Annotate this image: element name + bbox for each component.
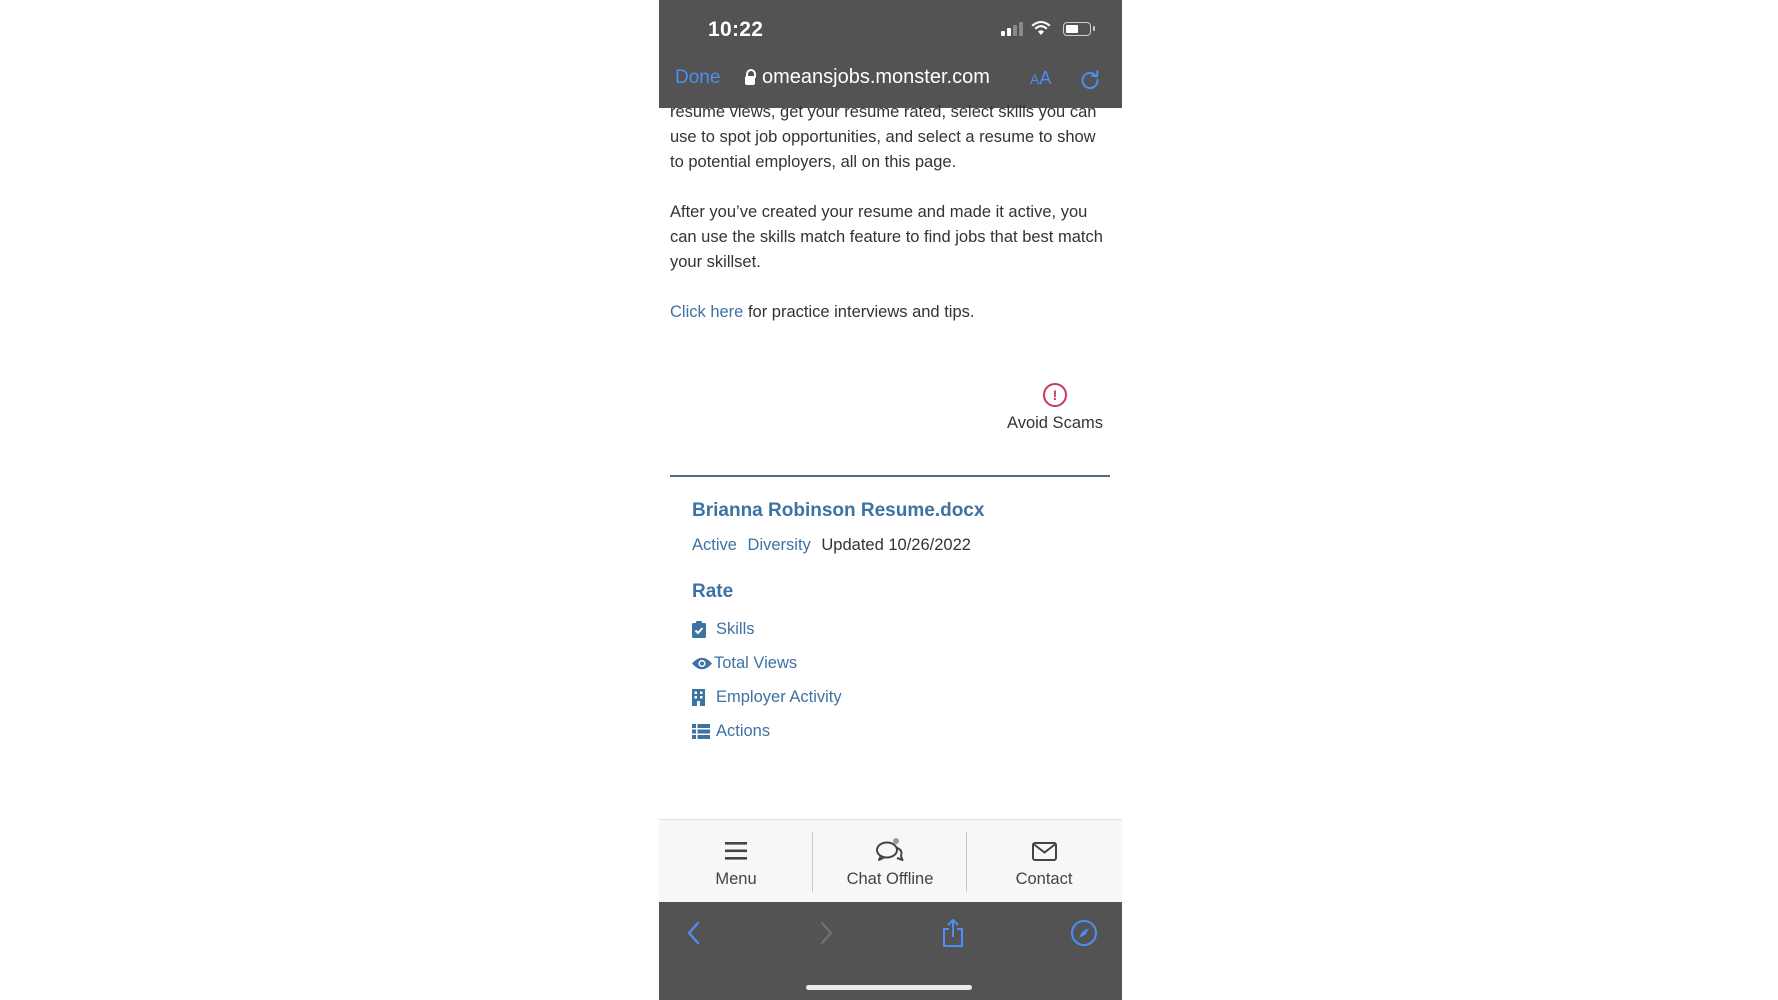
menu-icon: [659, 836, 813, 866]
contact-label: Contact: [1015, 870, 1073, 888]
building-icon: [692, 689, 716, 706]
menu-label: Menu: [715, 870, 757, 888]
done-button[interactable]: Done: [675, 67, 721, 88]
actions-label: Actions: [716, 721, 771, 740]
resume-meta: [692, 536, 1112, 555]
skills-paragraph: After you’ve created your resume and made it active, you can use the skills match feature to find jobs that best match your skillset.: [670, 203, 1103, 271]
skills-label: Skills: [716, 619, 755, 638]
eye-icon: [692, 657, 714, 670]
lock-icon: [745, 76, 755, 85]
text-size-big-label: A: [1039, 68, 1052, 88]
avoid-scams-button[interactable]: [1000, 383, 1110, 433]
address-field[interactable]: [745, 66, 990, 89]
resume-actions-list: [692, 612, 1112, 748]
resume-category[interactable]: Diversity: [747, 536, 811, 554]
clipboard-check-icon: [692, 621, 716, 638]
actions-item[interactable]: [692, 714, 1112, 748]
list-icon: [692, 724, 716, 739]
skills-item[interactable]: [692, 612, 1112, 646]
envelope-icon: [967, 836, 1121, 866]
wifi-icon: [1031, 21, 1051, 36]
page-content: [670, 100, 1110, 740]
intro-paragraph: resume views, get your resume rated, select skills you can use to spot job opportunities, and select a resume to show to potential employers, all on this page.: [670, 103, 1097, 171]
total-views-label: Total Views: [714, 653, 798, 672]
menu-button[interactable]: [659, 820, 813, 903]
section-divider: [670, 475, 1110, 477]
total-views-item[interactable]: [692, 646, 1112, 680]
employer-activity-label: Employer Activity: [716, 687, 842, 706]
reload-icon[interactable]: [1079, 68, 1101, 90]
phone-screen: [659, 0, 1122, 1000]
chat-offline-button[interactable]: [813, 820, 967, 903]
url-text: omeansjobs.monster.com: [762, 66, 990, 88]
resume-title[interactable]: Brianna Robinson Resume.docx: [692, 500, 985, 521]
battery-icon: [1063, 22, 1091, 36]
browser-top-bar: [659, 0, 1122, 108]
avoid-scams-label: Avoid Scams: [1007, 414, 1103, 432]
forward-icon[interactable]: [816, 920, 836, 946]
cellular-signal-icon: [1001, 22, 1023, 36]
alert-circle-icon: !: [1043, 383, 1067, 407]
site-bottom-nav: [659, 819, 1122, 903]
resume-status[interactable]: Active: [692, 536, 737, 554]
status-time: 10:22: [708, 18, 764, 41]
employer-activity-item[interactable]: [692, 680, 1112, 714]
share-icon[interactable]: [941, 918, 965, 948]
home-indicator: [806, 985, 972, 990]
status-icons: [1001, 21, 1091, 36]
url-bar: [659, 62, 1122, 98]
compass-icon[interactable]: [1070, 919, 1098, 947]
resume-card: [692, 500, 1112, 748]
contact-button[interactable]: [967, 820, 1121, 903]
practice-paragraph: [670, 300, 1110, 325]
text-size-button[interactable]: [1030, 68, 1051, 89]
browser-bottom-toolbar: [659, 902, 1122, 1000]
back-icon[interactable]: [684, 920, 704, 946]
resume-updated: Updated 10/26/2022: [821, 536, 971, 554]
click-here-link[interactable]: Click here: [670, 303, 744, 321]
chat-icon: [813, 836, 967, 866]
rate-heading[interactable]: Rate: [692, 581, 734, 602]
practice-text: for practice interviews and tips.: [743, 303, 975, 321]
text-size-small-label: A: [1030, 71, 1040, 87]
chat-offline-label: Chat Offline: [846, 870, 934, 888]
